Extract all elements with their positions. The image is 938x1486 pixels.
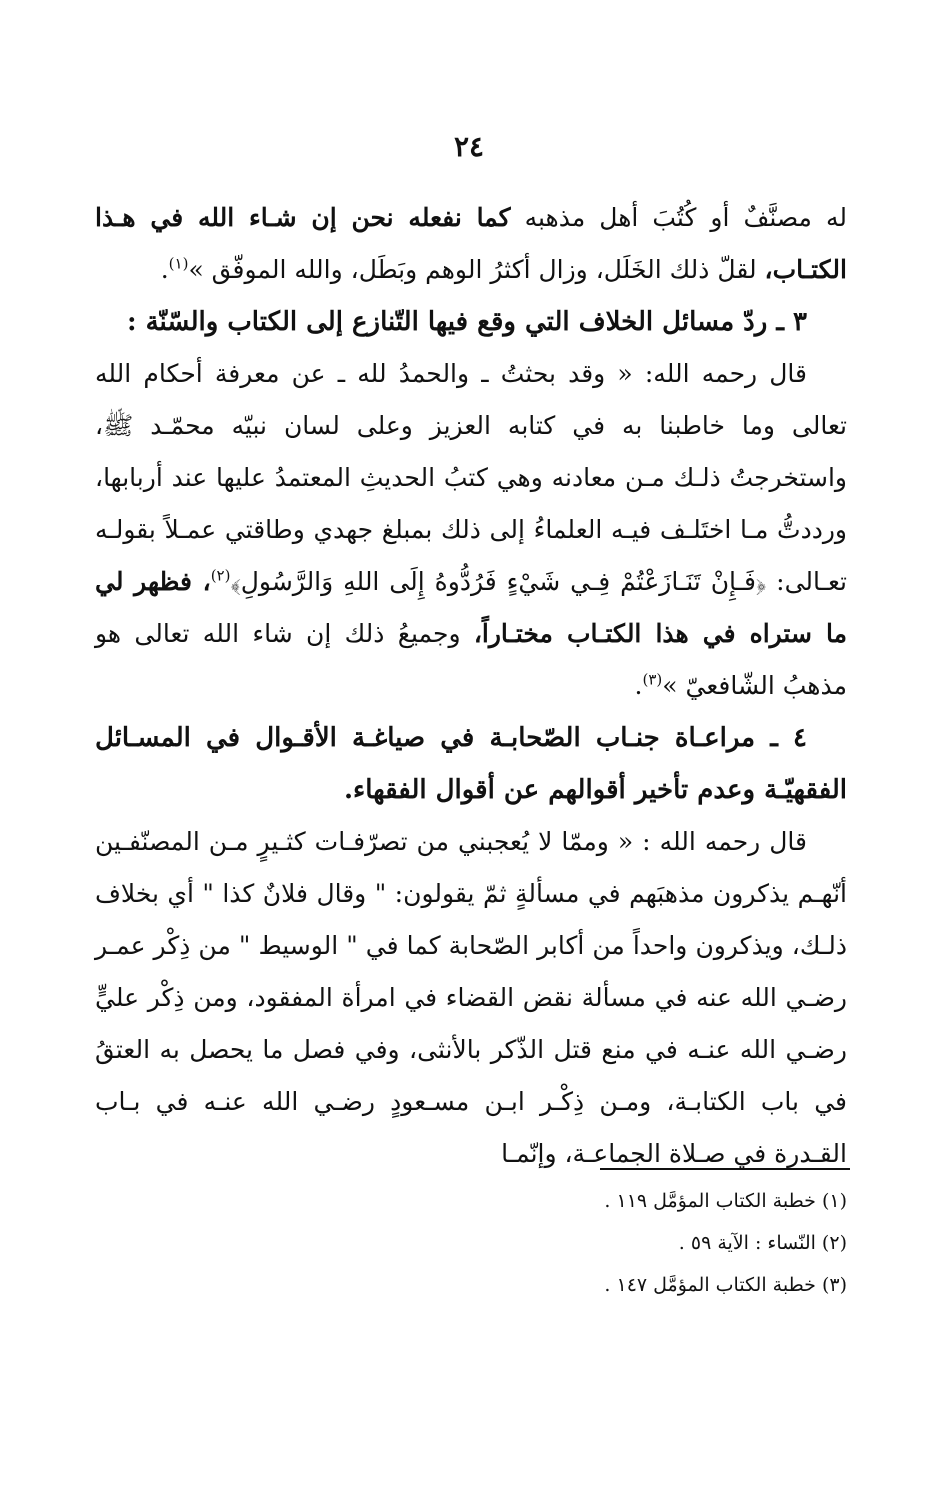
paragraph-quote-2 (95, 348, 847, 712)
footnote-1: (١) خطبة الكتاب المؤمَّل ١١٩ . (604, 1190, 847, 1212)
footnotes (95, 1180, 847, 1306)
paragraph-continuation (95, 192, 847, 296)
footnote-divider (600, 1168, 850, 1170)
paragraph-bold-text: كما نفعله نحن إن شـاء الله في هـذا الكتـاب، (95, 203, 847, 284)
footnote-ref: (٢) (210, 566, 231, 585)
paragraph-end: . (160, 255, 169, 284)
section-heading-3: ٣ ـ ردّ مسائل الخلاف التي وقع فيها التّنازع إلى الكتاب والسّنّة : (126, 307, 807, 337)
footnote-ref: (٣) (642, 670, 663, 689)
section-heading-4: ٤ ـ مراعـاة جنـاب الصّحابـة في صياغـة الأقـوال في المسـائل الفقهيّـة وعدم تأخير أقوالهم عن أقوال الفقهاء. (95, 723, 847, 805)
paragraph-quote-3: قال رحمه الله : « وممّا لا يُعجبني من تصرّفـات كثـيرٍ مـن المصنّفـين أنّهـم يذكرون مذهبَهم في مسألةٍ ثمّ يقولون: " وقال فلانٌ كذا " أي بخلاف ذلـك، ويذكرون واحداً من أكابر الصّحابة كما في " الوسيط " من ذِكْر عمـر رضـي الله عنه في مسألة نقض القضاء في امرأة المفقود، ومن ذِكْر عليٍّ رضـي الله عنـه في منع قتل الذّكر بالأنثى، وفي فصل ما يحصل به العتقُ في باب الكتابـة، ومـن ذِكْـر ابـن مسـعودٍ رضـي الله عنـه في بـاب القـدرة في صـلاة الجماعـة، وإنّمـا (95, 827, 847, 1168)
footnote-3: (٣) خطبة الكتاب المؤمَّل ١٤٧ . (604, 1274, 847, 1296)
paragraph-end: . (634, 671, 643, 700)
page-number: ٢٤ (453, 130, 485, 163)
paragraph-text: له مصنَّفٌ أو كُتُبَ أهل مذهبه (510, 203, 847, 232)
paragraph-text: قال رحمه الله: « وقد بحثتُ ـ والحمدُ لله ـ عن معرفة أحكام الله تعالى وما خاطبنا به في كتابه العزيز وعلى لسان نبيّه محمّـد ﷺ، واستخرجتُ ذلـك مـن معادنه وهي كتبُ الحديثِ المعتمدُ عليها عند أربابها، ورددتُّ مـا اختَلـف فيـه العلماءُ إلى ذلك بمبلغ جهدي وطاقتي عمـلاً بقولـه تعـالى: ﴿فَـإِنْ تَنَـازَعْتُمْ فِـي شَيْءٍ فَرُدُّوهُ إِلَى اللهِ وَالرَّسُولِ﴾ (95, 359, 847, 596)
footnote-2: (٢) النّساء : الآية ٥٩ . (678, 1232, 847, 1254)
paragraph-text: وجميعُ ذلك إن شاء الله تعالى هو مذهبُ الشّافعيّ » (95, 619, 847, 700)
main-text (95, 192, 847, 1180)
paragraph-bold-text: ، فظهر لي ما ستراه في هذا الكتـاب مختـاراً، (95, 567, 847, 648)
paragraph-text: لقلّ ذلك الخَلَل، وزال أكثرُ الوهم وبَطَل، والله الموفّق » (188, 255, 765, 284)
footnote-ref: (١) (168, 254, 189, 273)
